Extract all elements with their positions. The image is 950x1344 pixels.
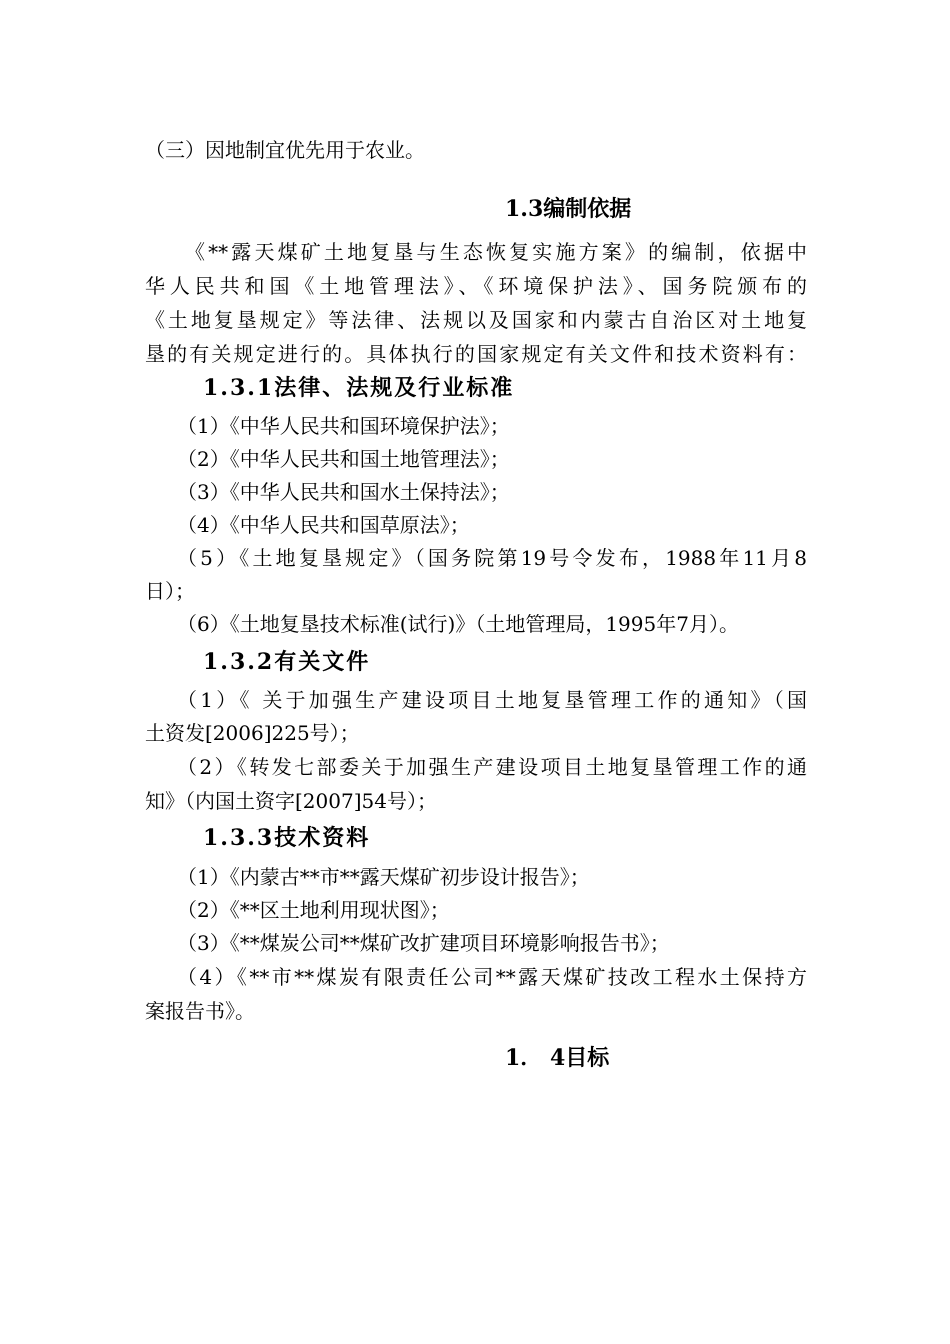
section-heading-1-3: 1.3编制依据 xyxy=(505,196,632,222)
list-item-continuation: 知》（内国土资字[2007]54号）； xyxy=(145,789,437,813)
paragraph-line: 《**露天煤矿土地复垦与生态恢复实施方案》的编制，依据中 xyxy=(185,240,807,264)
list-item-continuation: 土资发[2006]225号）； xyxy=(145,721,360,745)
section-heading-1-3-2: 1.3.2有关文件 xyxy=(203,649,371,675)
list-item: （5）《土地复垦规定》（国务院第19号令发布，1988年11月8 xyxy=(177,546,807,570)
list-item: （3）《中华人民共和国水土保持法》； xyxy=(177,480,510,504)
list-item: （2）《转发七部委关于加强生产建设项目土地复垦管理工作的通 xyxy=(177,755,807,779)
list-item: （1）《中华人民共和国环境保护法》； xyxy=(177,414,510,438)
list-item: （4）《中华人民共和国草原法》； xyxy=(177,513,470,537)
list-item-continuation: 案报告书》。 xyxy=(145,999,255,1023)
intro-item: （三）因地制宜优先用于农业。 xyxy=(145,138,425,162)
paragraph-line: 华人民共和国《土地管理法》、《环境保护法》、国务院颁布的 xyxy=(145,274,807,298)
list-item: （1）《 关于加强生产建设项目土地复垦管理工作的通知》（国 xyxy=(177,688,807,712)
list-item: （4）《**市**煤炭有限责任公司**露天煤矿技改工程水土保持方 xyxy=(177,965,807,989)
section-heading-1-4: 1． 4目标 xyxy=(505,1045,610,1071)
list-item: （6）《土地复垦技术标准(试行)》（土地管理局，1995年7月）。 xyxy=(177,612,739,636)
section-heading-1-3-1: 1.3.1法律、法规及行业标准 xyxy=(203,375,515,401)
paragraph-line: 垦的有关规定进行的。具体执行的国家规定有关文件和技术资料有： xyxy=(145,342,807,366)
paragraph-line: 《土地复垦规定》等法律、法规以及国家和内蒙古自治区对土地复 xyxy=(145,308,807,332)
list-item: （3）《**煤炭公司**煤矿改扩建项目环境影响报告书》； xyxy=(177,931,670,955)
list-item: （2）《**区土地利用现状图》； xyxy=(177,898,450,922)
list-item: （2）《中华人民共和国土地管理法》； xyxy=(177,447,510,471)
list-item: （1）《内蒙古**市**露天煤矿初步设计报告》； xyxy=(177,865,590,889)
list-item-continuation: 日）； xyxy=(145,579,195,603)
section-heading-1-3-3: 1.3.3技术资料 xyxy=(203,825,371,851)
